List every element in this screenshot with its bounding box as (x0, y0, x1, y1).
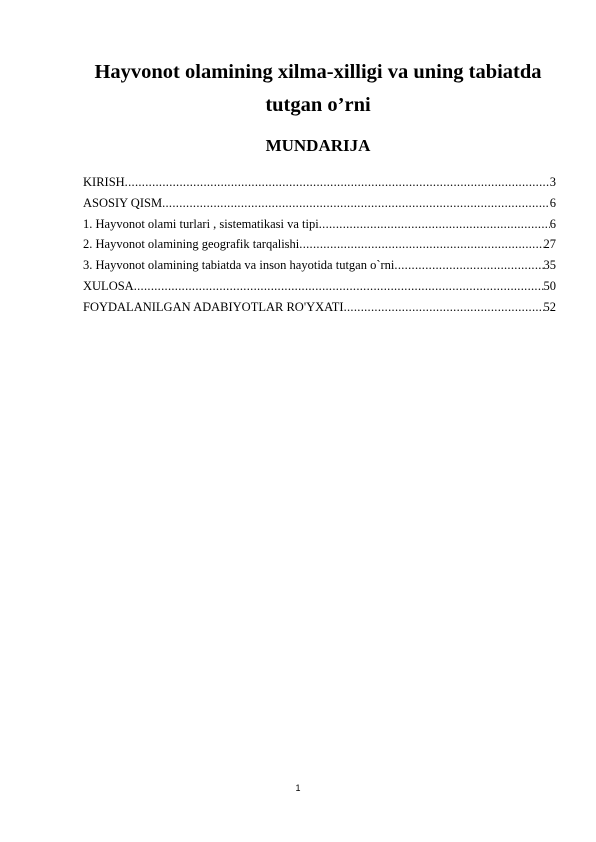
toc-heading: MUNDARIJA (265, 136, 371, 155)
document-title-line-2: tutgan o’rni (265, 94, 371, 116)
toc-entry-references[interactable] (83, 297, 556, 318)
toc-entry-page: 35 (543, 258, 556, 273)
toc-dot-leader (299, 234, 543, 255)
toc-entry-section-3[interactable] (83, 255, 556, 276)
toc-dot-leader (125, 172, 550, 193)
table-of-contents (83, 172, 556, 318)
toc-entry-page: 27 (543, 237, 556, 252)
toc-entry-page: 6 (549, 195, 556, 210)
toc-dot-leader (394, 255, 543, 276)
toc-entry-section-1[interactable] (83, 214, 556, 235)
page-number: 1 (295, 783, 301, 793)
toc-entry-xulosa[interactable] (83, 276, 556, 297)
toc-dot-leader (319, 214, 550, 235)
toc-entry-label: 2. Hayvonot olamining geografik tarqalishi (83, 237, 300, 252)
toc-entry-label: 3. Hayvonot olamining tabiatda va inson hayotida tutgan o`rni (83, 258, 395, 273)
toc-entry-page: 50 (543, 278, 556, 293)
toc-entry-page: 52 (543, 299, 556, 314)
document-title-line-1: Hayvonot olamining xilma-xilligi va uning tabiatda (94, 61, 542, 83)
toc-entry-page: 6 (549, 216, 556, 231)
toc-dot-leader (344, 297, 544, 318)
toc-dot-leader (162, 193, 550, 214)
toc-dot-leader (134, 276, 544, 297)
toc-entry-label: ASOSIY QISM (83, 195, 163, 210)
toc-entry-section-2[interactable] (83, 234, 556, 255)
toc-entry-label: FOYDALANILGAN ADABIYOTLAR RO'YXATI (83, 299, 344, 314)
toc-entry-asosiy-qism[interactable] (83, 193, 556, 214)
toc-entry-label: XULOSA (83, 278, 134, 293)
toc-entry-label: 1. Hayvonot olami turlari , sistematikasi va tipi (83, 216, 319, 231)
toc-entry-page: 3 (549, 175, 556, 189)
toc-entry-kirish[interactable] (83, 172, 556, 193)
toc-entry-label: KIRISH (83, 175, 125, 189)
